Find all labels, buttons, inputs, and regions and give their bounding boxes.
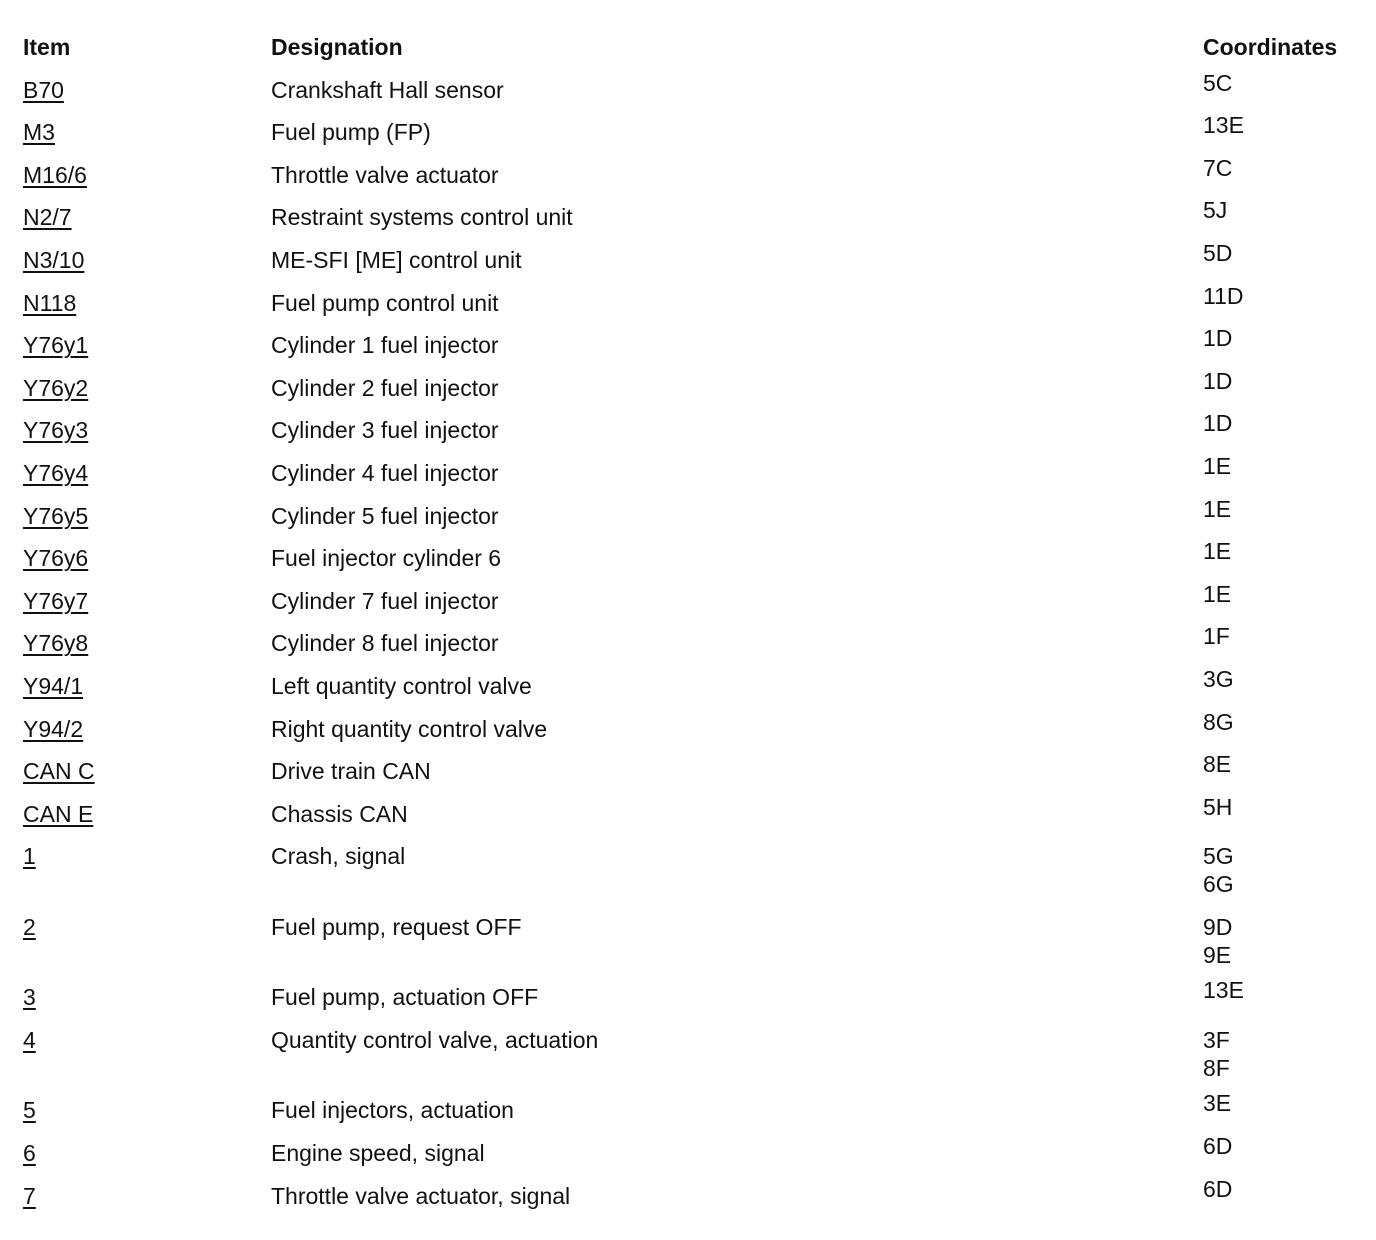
coordinates-cell [1203,282,1244,310]
item-link[interactable]: M3 [23,119,55,146]
coordinates-cell [1203,452,1231,480]
coordinates-cell [1203,196,1227,224]
item-link[interactable]: 4 [23,1026,36,1053]
coordinate-value: 9E [1203,941,1232,968]
coordinate-value: 5D [1203,239,1233,266]
item-link[interactable]: 7 [23,1182,36,1209]
item-link[interactable]: Y76y4 [23,459,89,486]
coordinates-cell [1203,537,1231,565]
legend-rows [23,69,1363,1218]
coordinate-value: 6D [1203,1175,1233,1202]
item-link[interactable]: Y76y7 [23,587,89,614]
column-header-item: Item [23,34,71,60]
coordinate-value: 8E [1203,751,1232,778]
designation-text: Cylinder 8 fuel injector [271,630,499,657]
table-row [23,196,1363,239]
coordinates-cell [1203,111,1244,139]
designation-text: Fuel injector cylinder 6 [271,545,502,572]
item-link[interactable]: Y76y1 [23,332,89,359]
table-row [23,367,1363,410]
table-row [23,1132,1363,1175]
coordinates-cell [1203,409,1232,437]
designation-text: Cylinder 4 fuel injector [271,459,499,486]
table-row [23,537,1363,580]
item-link[interactable]: Y94/2 [23,715,84,742]
item-link[interactable]: B70 [23,76,64,103]
designation-text: Left quantity control valve [271,672,532,699]
coordinate-value: 8G [1203,708,1234,735]
item-link[interactable]: Y76y3 [23,417,89,444]
table-row [23,622,1363,665]
coordinate-value: 1E [1203,452,1232,479]
coordinates-cell [1203,793,1232,821]
coordinate-value: 8F [1203,1054,1230,1081]
designation-text: Fuel pump, request OFF [271,913,522,940]
designation-text: Right quantity control valve [271,715,548,742]
item-link[interactable]: 2 [23,913,36,940]
table-row [23,793,1363,836]
coordinate-value: 1E [1203,495,1232,522]
designation-text: Cylinder 5 fuel injector [271,502,499,529]
designation-text: Fuel pump, actuation OFF [271,984,539,1011]
table-row [23,452,1363,495]
designation-text: Chassis CAN [271,800,408,827]
coordinate-value: 1F [1203,623,1230,650]
legend-header-row [23,26,1363,69]
item-link[interactable]: N118 [23,289,77,316]
table-row [23,1089,1363,1132]
coordinate-value: 6D [1203,1132,1233,1159]
coordinate-value: 1E [1203,538,1232,565]
column-header-coordinates: Coordinates [1203,34,1338,60]
table-row [23,1019,1363,1090]
table-row [23,495,1363,538]
table-row [23,708,1363,751]
designation-text: Quantity control valve, actuation [271,1026,599,1053]
designation-text: Cylinder 2 fuel injector [271,374,499,401]
table-row [23,580,1363,623]
coordinate-value: 13E [1203,977,1244,1004]
item-link[interactable]: N2/7 [23,204,72,231]
designation-text: Fuel pump (FP) [271,119,431,146]
coordinates-cell [1203,239,1232,267]
designation-text: Fuel injectors, actuation [271,1097,514,1124]
table-row [23,665,1363,708]
item-link[interactable]: CAN E [23,800,94,827]
coordinate-value: 5C [1203,69,1233,96]
table-row [23,282,1363,325]
item-link[interactable]: N3/10 [23,246,85,273]
item-link[interactable]: 1 [23,843,36,870]
designation-text: Cylinder 3 fuel injector [271,417,499,444]
item-link[interactable]: Y76y8 [23,630,89,657]
coordinate-value: 5G [1203,843,1234,870]
table-row [23,976,1363,1019]
item-link[interactable]: Y94/1 [23,672,84,699]
table-row [23,409,1363,452]
coordinates-cell [1203,324,1232,352]
item-link[interactable]: Y76y2 [23,374,89,401]
item-link[interactable]: Y76y6 [23,545,89,572]
table-row [23,835,1363,906]
coordinates-cell [1203,750,1231,778]
coordinates-cell [1203,976,1244,1004]
item-link[interactable]: 3 [23,984,36,1011]
coordinates-cell [1203,708,1234,736]
coordinates-cell [1203,1175,1232,1203]
table-row [23,1175,1363,1218]
coordinate-value: 9D [1203,913,1233,940]
designation-text: Engine speed, signal [271,1139,485,1166]
table-row [23,111,1363,154]
table-row [23,154,1363,197]
coordinates-cell [1203,622,1230,650]
coordinate-value: 3G [1203,665,1234,692]
coordinate-value: 3E [1203,1090,1232,1117]
coordinates-cell [1203,842,1234,898]
coordinate-value: 7C [1203,154,1233,181]
item-link[interactable]: 5 [23,1097,36,1124]
coordinate-value: 1D [1203,410,1233,437]
coordinate-value: 1D [1203,325,1233,352]
coordinates-cell [1203,367,1232,395]
designation-text: Throttle valve actuator, signal [271,1182,571,1209]
coordinate-value: 5J [1203,197,1228,224]
table-row [23,239,1363,282]
table-row [23,324,1363,367]
item-link[interactable]: Y76y5 [23,502,89,529]
table-row [23,69,1363,112]
column-header-designation: Designation [271,34,403,60]
item-link[interactable]: M16/6 [23,161,87,188]
designation-text: Throttle valve actuator [271,161,499,188]
coordinates-cell [1203,1132,1232,1160]
legend-table [23,26,1363,1217]
coordinate-value: 6G [1203,871,1234,898]
coordinate-value: 5H [1203,793,1233,820]
coordinates-cell [1203,913,1232,969]
item-link[interactable]: 6 [23,1139,36,1166]
coordinates-cell [1203,1089,1231,1117]
coordinates-cell [1203,580,1231,608]
coordinate-value: 3F [1203,1026,1230,1053]
coordinates-cell [1203,1026,1230,1082]
coordinate-value: 11D [1203,282,1244,309]
coordinate-value: 1D [1203,367,1233,394]
item-link[interactable]: CAN C [23,758,95,785]
designation-text: ME-SFI [ME] control unit [271,246,522,273]
table-row [23,750,1363,793]
designation-text: Crash, signal [271,843,406,870]
coordinate-value: 13E [1203,112,1244,139]
coordinate-value: 1E [1203,580,1232,607]
coordinates-cell [1203,665,1234,693]
designation-text: Fuel pump control unit [271,289,499,316]
designation-text: Crankshaft Hall sensor [271,76,504,103]
designation-text: Cylinder 1 fuel injector [271,332,499,359]
coordinates-cell [1203,495,1231,523]
designation-text: Restraint systems control unit [271,204,573,231]
coordinates-cell [1203,154,1232,182]
designation-text: Cylinder 7 fuel injector [271,587,499,614]
designation-text: Drive train CAN [271,758,431,785]
coordinates-cell [1203,69,1232,97]
table-row [23,906,1363,977]
